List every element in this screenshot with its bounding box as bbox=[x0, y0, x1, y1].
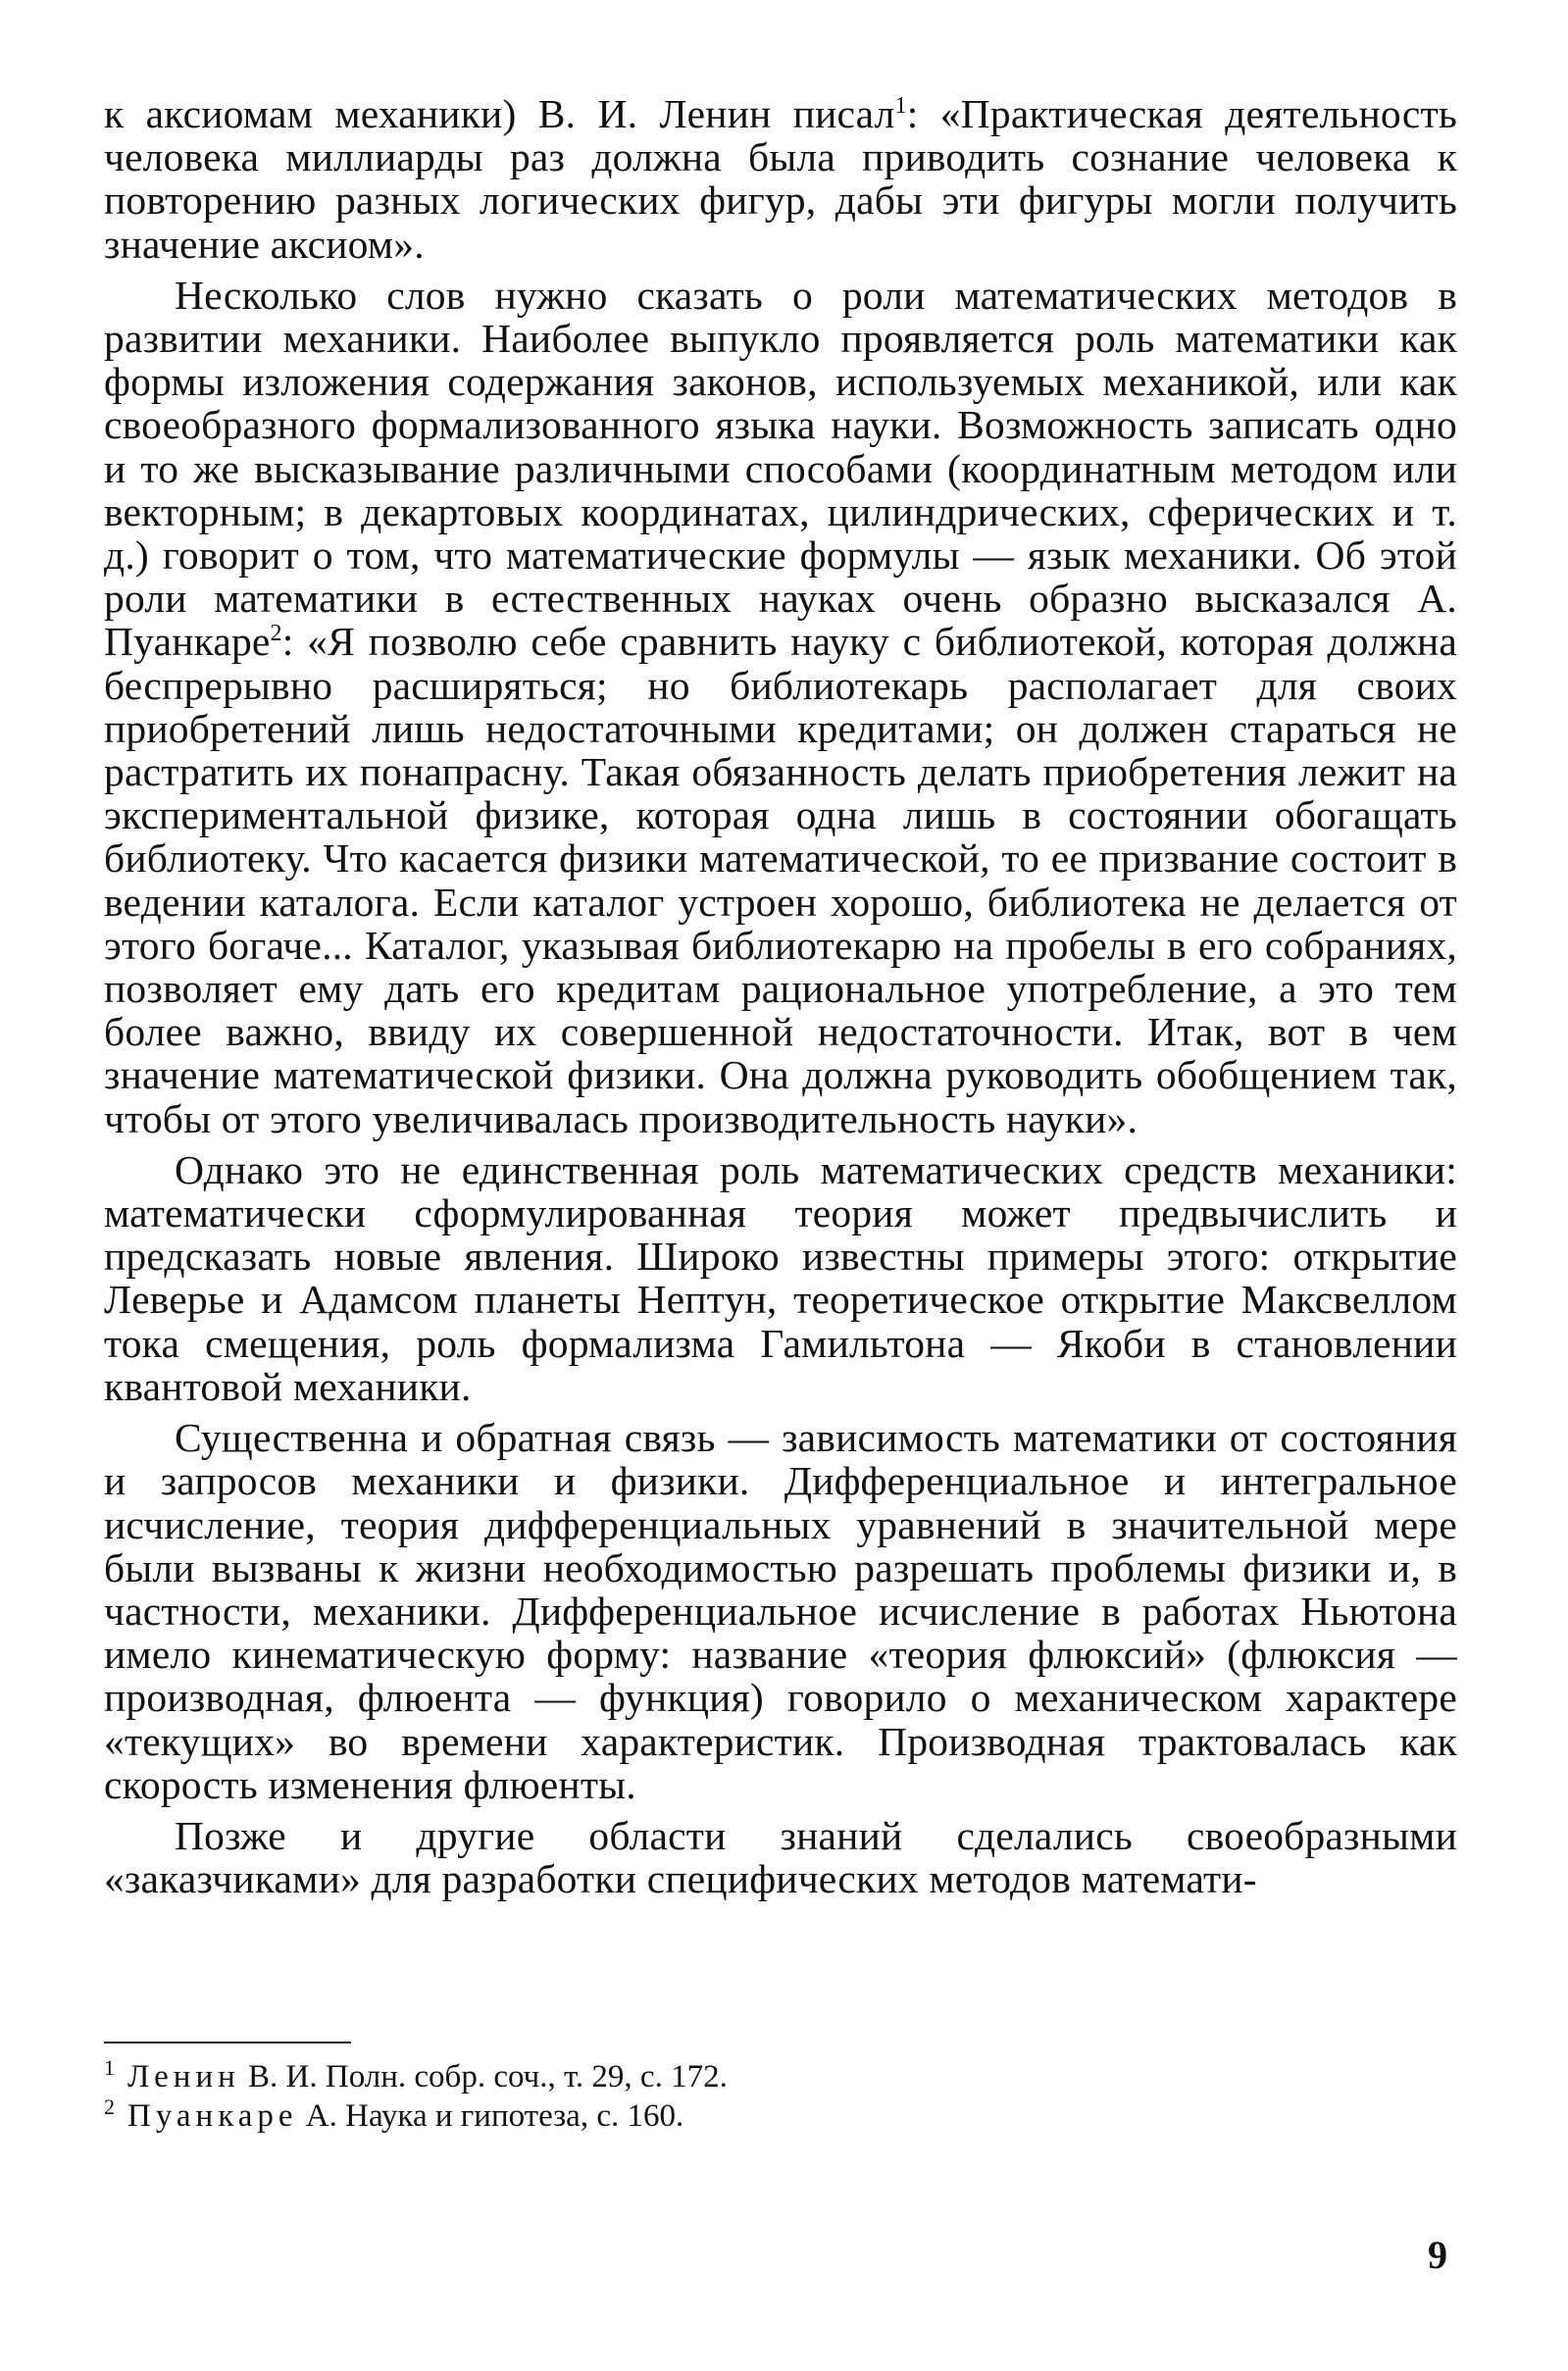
page-number: 9 bbox=[1428, 2233, 1447, 2277]
footnote-ref-2[interactable]: 2 bbox=[270, 621, 282, 647]
paragraph-5: Позже и другие области знаний сделались своеобразными «заказчиками» для разработки специфических методов математи- bbox=[104, 1812, 1457, 1902]
footnote-divider bbox=[104, 2042, 351, 2043]
footnotes bbox=[104, 2057, 1457, 2136]
footnote-ref-1[interactable]: 1 bbox=[894, 93, 907, 120]
footnote-1: 1 Ленин В. И. Полн. собр. соч., т. 29, с. 172. bbox=[104, 2055, 728, 2094]
paragraph-2: Несколько слов нужно сказать о роли математических методов в развитии механики. Наиболее выпукло проявляется роль математики как формы изложения содержания законов, используемых механикой, или как своеобразного формализованного языка науки. Возможность записать одно и то же высказывание различными способами (координатным методом или векторным; в декартовых координатах, цилиндрических, сферических и т. д.) говорит о том, что математические формулы — язык механики. Об этой роли математики в естественных науках очень образно высказался А. Пуанкаре$^2$: «Я позволю себе сравнить науку с библиотекой, которая должна беспрерывно расширяться; но библиотекарь располагает для своих приобретений лишь недостаточными кредитами; он должен стараться не растратить их понапрасну. Такая обязанность делать приобретения лежит на экспериментальной физике, которая одна лишь в состоянии обогащать библиотеку. Что касается физики математической, то ее призвание состоит в ведении каталога. Если каталог устроен хорошо, библиотека не делается от этого богаче... Каталог, указывая библиотекарю на пробелы в его собраниях, позволяет ему дать его кредитам рациональное употребление, а это тем более важно, ввиду их совершенной недостаточности. Итак, вот в чем значение математической физики. Она должна руководить обобщением так, чтобы от этого увеличивалась производительность науки». bbox=[104, 272, 1457, 1141]
paragraph-3: Однако это не единственная роль математических средств механики: математически сформулированная теория может предвычислить и предсказать новые явления. Широко известны примеры этого: открытие Леверье и Адамсом планеты Нептун, теоретическое открытие Максвеллом тока смещения, роль формализма Гамильтона — Якоби в становлении квантовой механики. bbox=[104, 1146, 1457, 1409]
body-text bbox=[104, 92, 1457, 1908]
paragraph-4: Существенна и обратная связь — зависимость математики от состояния и запросов механики и физики. Дифференциальное и интегральное исчисление, теория дифференциальных уравнений в значительной мере были вызваны к жизни необходимостью разрешать проблемы физики и, в частности, механики. Дифференциальное исчисление в работах Ньютона имело кинематическую форму: название «теория флюксий» (флюксия — производная, флюента — функция) говорило о механическом характере «текущих» во времени характеристик. Производная трактовалась как скорость изменения флюенты. bbox=[104, 1415, 1457, 1807]
footnote-2: 2 Пуанкаре А. Наука и гипотеза, с. 160. bbox=[104, 2094, 684, 2134]
paragraph-1: к аксиомам механики) В. И. Ленин писал$^1$: «Практическая деятельность человека миллиарды раз должна была приводить сознание человека к повторению разных логических фигур, дабы эти фигуры могли получить значение аксиом». bbox=[104, 91, 1458, 267]
